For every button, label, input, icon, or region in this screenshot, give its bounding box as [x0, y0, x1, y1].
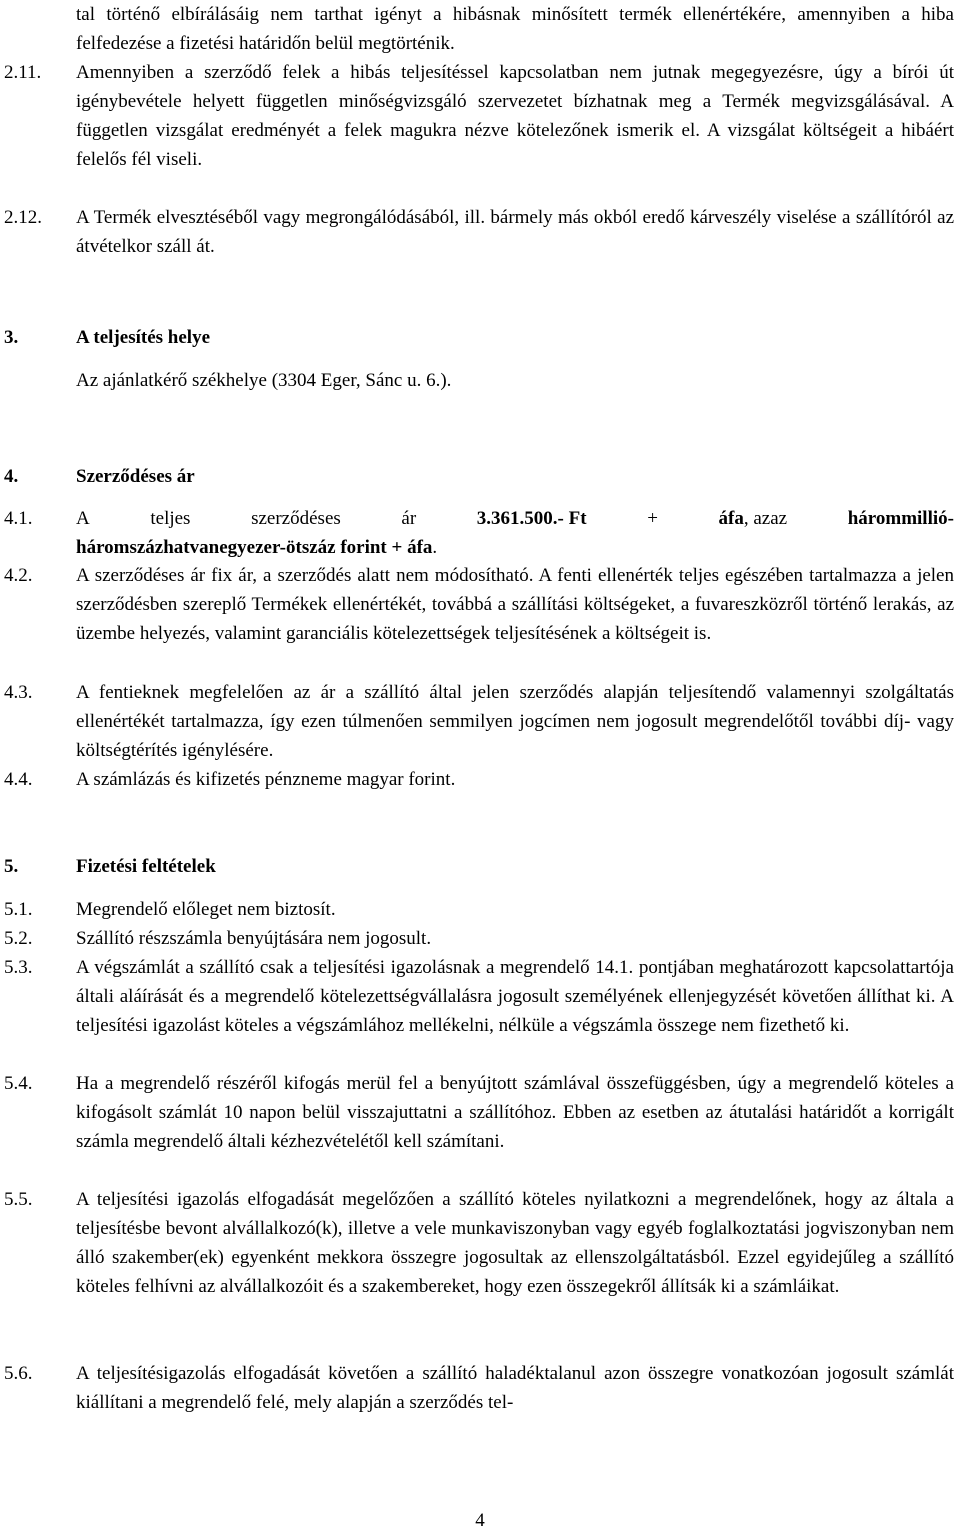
paragraph-text: A fentieknek megfelelően az ár a szállító által jelen szerződés alapján teljesítendő valamennyi szolgáltatás ellenértékét tartalmazza, így ezen túlmenően semmilyen jogcímen nem jogosult megrendelőtől további díj- vagy költségtérítés igénylésére.: [76, 682, 954, 761]
paragraph-text: A teljesítési igazolás elfogadását megelőzően a szállító köteles nyilatkozni a megrendelőnek, hogy az általa a teljesítésbe bevont alvállalkozó(k), illetve a vele munkaviszonyban vagy egyéb foglalkoztatási jogviszonyban nem álló szakember(ek) egyenként mekkora összegre jogosultak az ellenszolgáltatásból. Ezzel egyidejűleg a szállító köteles felhívni az alvállalkozóit és a szakembereket, hogy ezen összegekről állítsák ki a számláikat.: [76, 1189, 954, 1297]
paragraph-text: Az ajánlatkérő székhelye (3304 Eger, Sánc u. 6.).: [76, 370, 452, 391]
section-number: 5.: [4, 856, 19, 877]
page-number: 4: [475, 1510, 485, 1531]
paragraph-number: 4.1.: [4, 508, 33, 529]
paragraph-number: 5.3.: [4, 957, 33, 978]
period: .: [432, 537, 438, 558]
paragraph-text: A Termék elvesztéséből vagy megrongálódásából, ill. bármely más okból eredő kárveszély viselése a szállítóról az átvételkor száll át.: [76, 207, 954, 257]
paragraph-number: 5.5.: [4, 1189, 33, 1210]
contract-price: 3.361.500.- Ft: [476, 508, 587, 529]
section-number: 3.: [4, 327, 19, 348]
paragraph-number: 4.4.: [4, 769, 33, 790]
plus-sign: +: [647, 508, 658, 529]
paragraph-text: Megrendelő előleget nem biztosít.: [76, 899, 336, 920]
paragraph-text: Amennyiben a szerződő felek a hibás teljesítéssel kapcsolatban nem jutnak megegyezésre, úgy a bírói út igénybevétele helyett független minőségvizsgáló szervezetet bízhatnak meg a Termék megvizsgálásával. A független vizsgálat eredményét a felek magukra nézve kötelezőnek ismerik el. A vizsgálat költségeit a hibáért felelős fél viseli.: [76, 62, 954, 170]
word: A: [76, 508, 90, 529]
paragraph-number: 4.3.: [4, 682, 33, 703]
word: teljes: [150, 508, 191, 529]
paragraph-text: A számlázás és kifizetés pénzneme magyar forint.: [76, 769, 456, 790]
vat-group: [719, 504, 788, 533]
section-title: Fizetési feltételek: [76, 856, 216, 877]
paragraph-number: 2.12.: [4, 207, 42, 228]
paragraph-number: 2.11.: [4, 62, 42, 83]
paragraph-number: 5.4.: [4, 1073, 33, 1094]
paragraph-text: A teljesítésigazolás elfogadását követően a szállító haladéktalanul azon összegre vonatkozóan jogosult számlát kiállítani a megrendelő felé, mely alapján a szerződés tel-: [76, 1363, 954, 1413]
paragraph-number: 5.2.: [4, 928, 33, 949]
section-title: Szerződéses ár: [76, 466, 195, 487]
price-line-spread: [76, 504, 954, 533]
paragraph-number: 5.1.: [4, 899, 33, 920]
paragraph-number: 4.2.: [4, 565, 33, 586]
paragraph-text: Szállító részszámla benyújtására nem jogosult.: [76, 928, 432, 949]
paragraph-number: 5.6.: [4, 1363, 33, 1384]
word: , azaz: [743, 508, 788, 529]
word: ár: [401, 508, 417, 529]
paragraph-text: tal történő elbírálásáig nem tarthat igényt a hibásnak minősített termék ellenértékére, amennyiben a hiba felfedezése a fizetési határidőn belül megtörténik.: [76, 4, 954, 54]
price-in-words-line: [76, 533, 954, 562]
vat-label: áfa: [718, 508, 744, 529]
paragraph-text: A végszámlát a szállító csak a teljesítési igazolásnak a megrendelő 14.1. pontjában meghatározott kapcsolattartója általi aláírását és a megrendelő kötelezettségvállalásra jogosult személyének ellenjegyzését követően állíthat ki. A teljesítési igazolást köteles a végszámlához mellékelni, nélküle a végszámla összege nem fizethető ki.: [76, 957, 954, 1036]
price-line: [76, 504, 954, 533]
word: szerződéses: [251, 508, 341, 529]
price-in-words-end: háromszázhatvanegyezer-ötszáz forint + áfa: [76, 537, 433, 558]
price-in-words-start: hárommillió-: [847, 508, 954, 529]
paragraph-text: Ha a megrendelő részéről kifogás merül fel a benyújtott számlával összefüggésben, úgy a megrendelő köteles a kifogásolt számlát 10 napon belül visszajuttatni a szállítóhoz. Ebben az esetben az átutalási határidőt a korrigált számla megrendelő általi kézhezvételétől kell számítani.: [76, 1073, 954, 1152]
section-number: 4.: [4, 466, 19, 487]
paragraph-text: A szerződéses ár fix ár, a szerződés alatt nem módosítható. A fenti ellenérték teljes egészében tartalmazza a jelen szerződésben szereplő Termékek ellenértékét, továbbá a szállítási költségeket, a fuvareszközről történő lerakás, az üzembe helyezés, valamint garanciális kötelezettségek teljesítésének a költségeit is.: [76, 565, 954, 644]
section-title: A teljesítés helye: [76, 327, 211, 348]
